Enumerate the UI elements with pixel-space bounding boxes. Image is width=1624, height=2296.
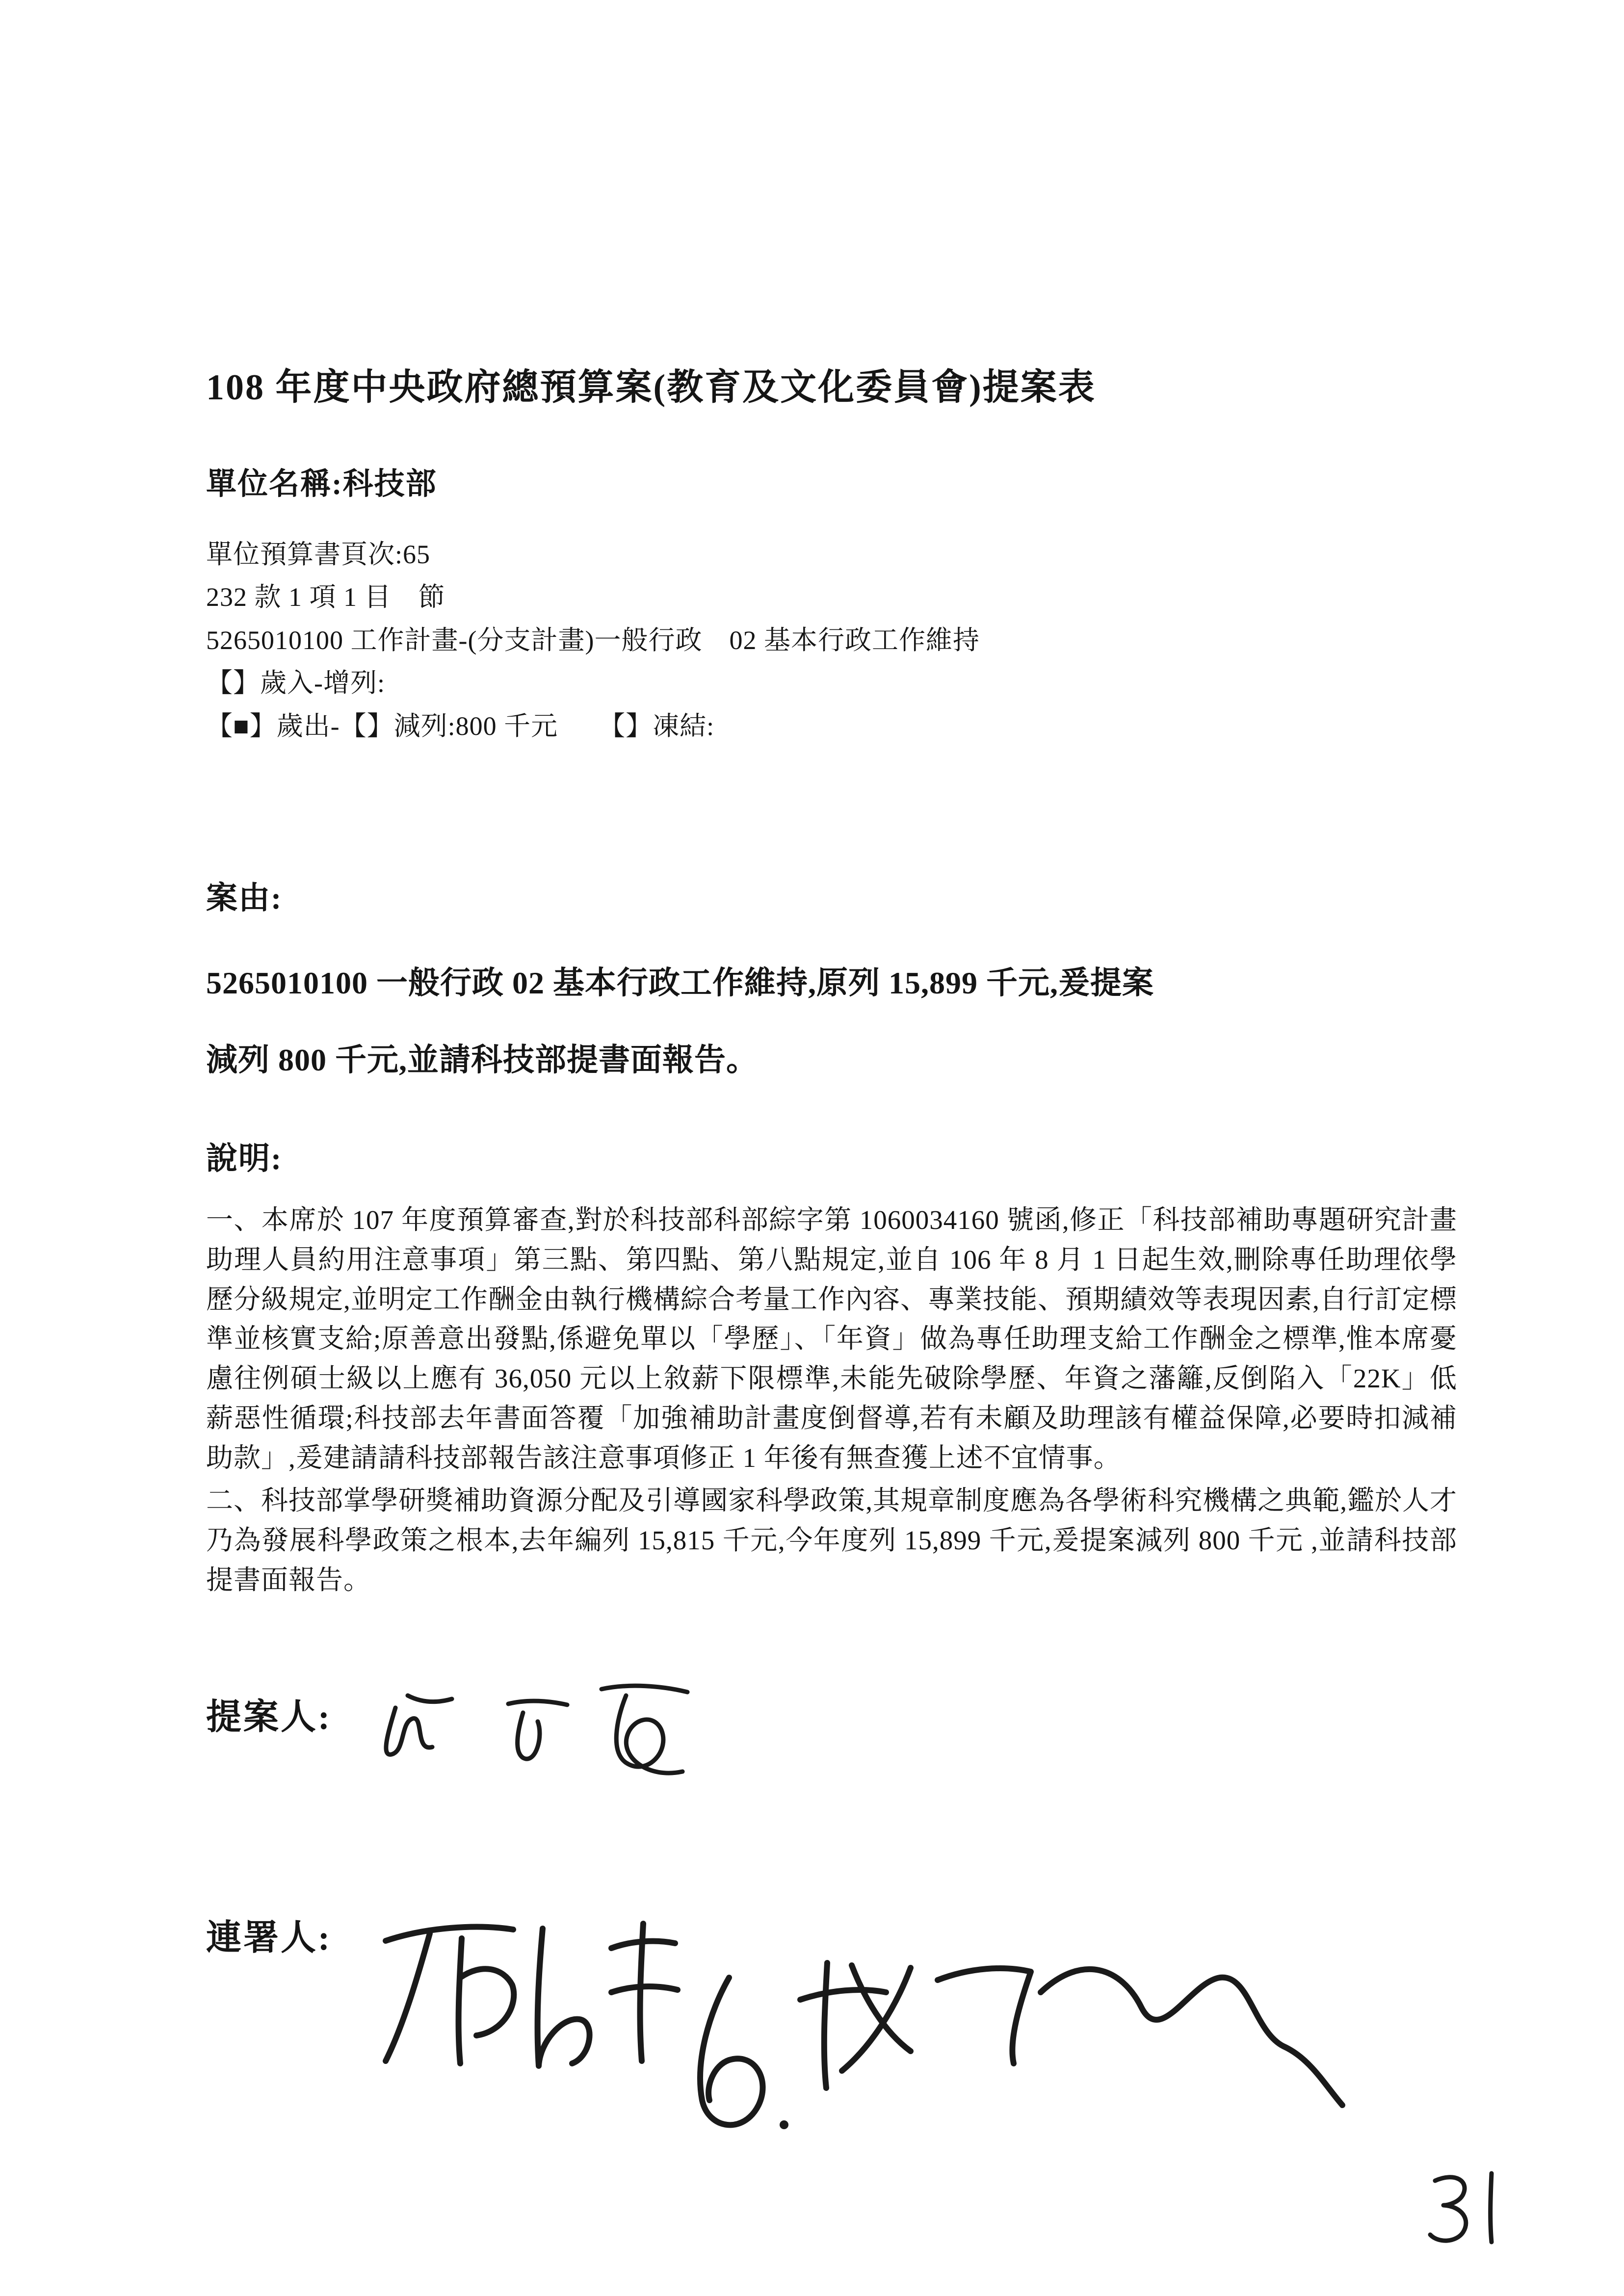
explanation-paragraph-1: 一、本席於 107 年度預算審查,對於科技部科部綜字第 1060034160 號函,修正「科技部補助專題研究計畫助理人員約用注意事項」第三點、第四點、第八點規定,並自 106 年 8 月 1 日起生效,刪除專任助理依學歷分級規定,並明定工作酬金由執行機構綜合考量工作內容、專業技能、預期績效等表現因素,自行訂定標準並核實支給;原善意出發點,係避免單以「學歷」、「年資」做為專任助理支給工作酬金之標準,惟本席憂慮往例碩士級以上應有 36,050 元以上敘薪下限標準,未能先破除學歷、年資之藩籬,反倒陷入「22K」低薪惡性循環;科技部去年書面答覆「加強補助計畫度倒督導,若有未顧及助理該有權益保障,必要時扣減補助款」,爰建請請科技部報告該注意事項修正 1 年後有無查獲上述不宜情事。 xyxy=(206,1204,1457,1473)
cosigner-signatures xyxy=(356,1894,1362,2169)
explanation-section-label: 說明: xyxy=(206,1141,283,1176)
budget-item-line: 232 款 1 項 1 目 節 xyxy=(206,582,445,612)
case-section-label: 案由: xyxy=(206,881,283,916)
handwritten-page-number xyxy=(1418,2166,1511,2249)
proposer-label: 提案人: xyxy=(206,1697,332,1737)
case-body xyxy=(206,945,1457,1099)
proposer-signature xyxy=(361,1673,734,1801)
cosigner-label: 連署人: xyxy=(206,1918,332,1958)
document-title: 108 年度中央政府總預算案(教育及文化委員會)提案表 xyxy=(206,367,1096,408)
expense-checkbox-line: 【■】歲出-【】減列:800 千元 【】凍結: xyxy=(206,711,715,741)
revenue-checkbox-line: 【】歲入-增列: xyxy=(206,668,385,698)
case-body-line-1: 5265010100 一般行政 02 基本行政工作維持,原列 15,899 千元,爰提案 xyxy=(206,965,1154,1001)
work-plan-line: 5265010100 工作計畫-(分支計畫)一般行政 02 基本行政工作維持 xyxy=(206,625,980,655)
budget-page-line: 單位預算書頁次:65 xyxy=(206,540,431,569)
proposer-row xyxy=(206,1673,1457,1801)
case-body-line-2: 減列 800 千元,並請科技部提書面報告。 xyxy=(206,1043,758,1078)
budget-detail-block xyxy=(206,533,1457,748)
cosigner-row xyxy=(206,1894,1457,2169)
explanation-paragraph-2: 二、科技部掌學研獎補助資源分配及引導國家科學政策,其規章制度應為各學術科究機構之典範,鑑於人才乃為發展科學政策之根本,去年編列 15,815 千元,今年度列 15,899 千元,爰提案減列 800 千元 ,並請科技部提書面報告。 xyxy=(206,1485,1457,1595)
unit-name-line: 單位名稱:科技部 xyxy=(206,468,437,501)
